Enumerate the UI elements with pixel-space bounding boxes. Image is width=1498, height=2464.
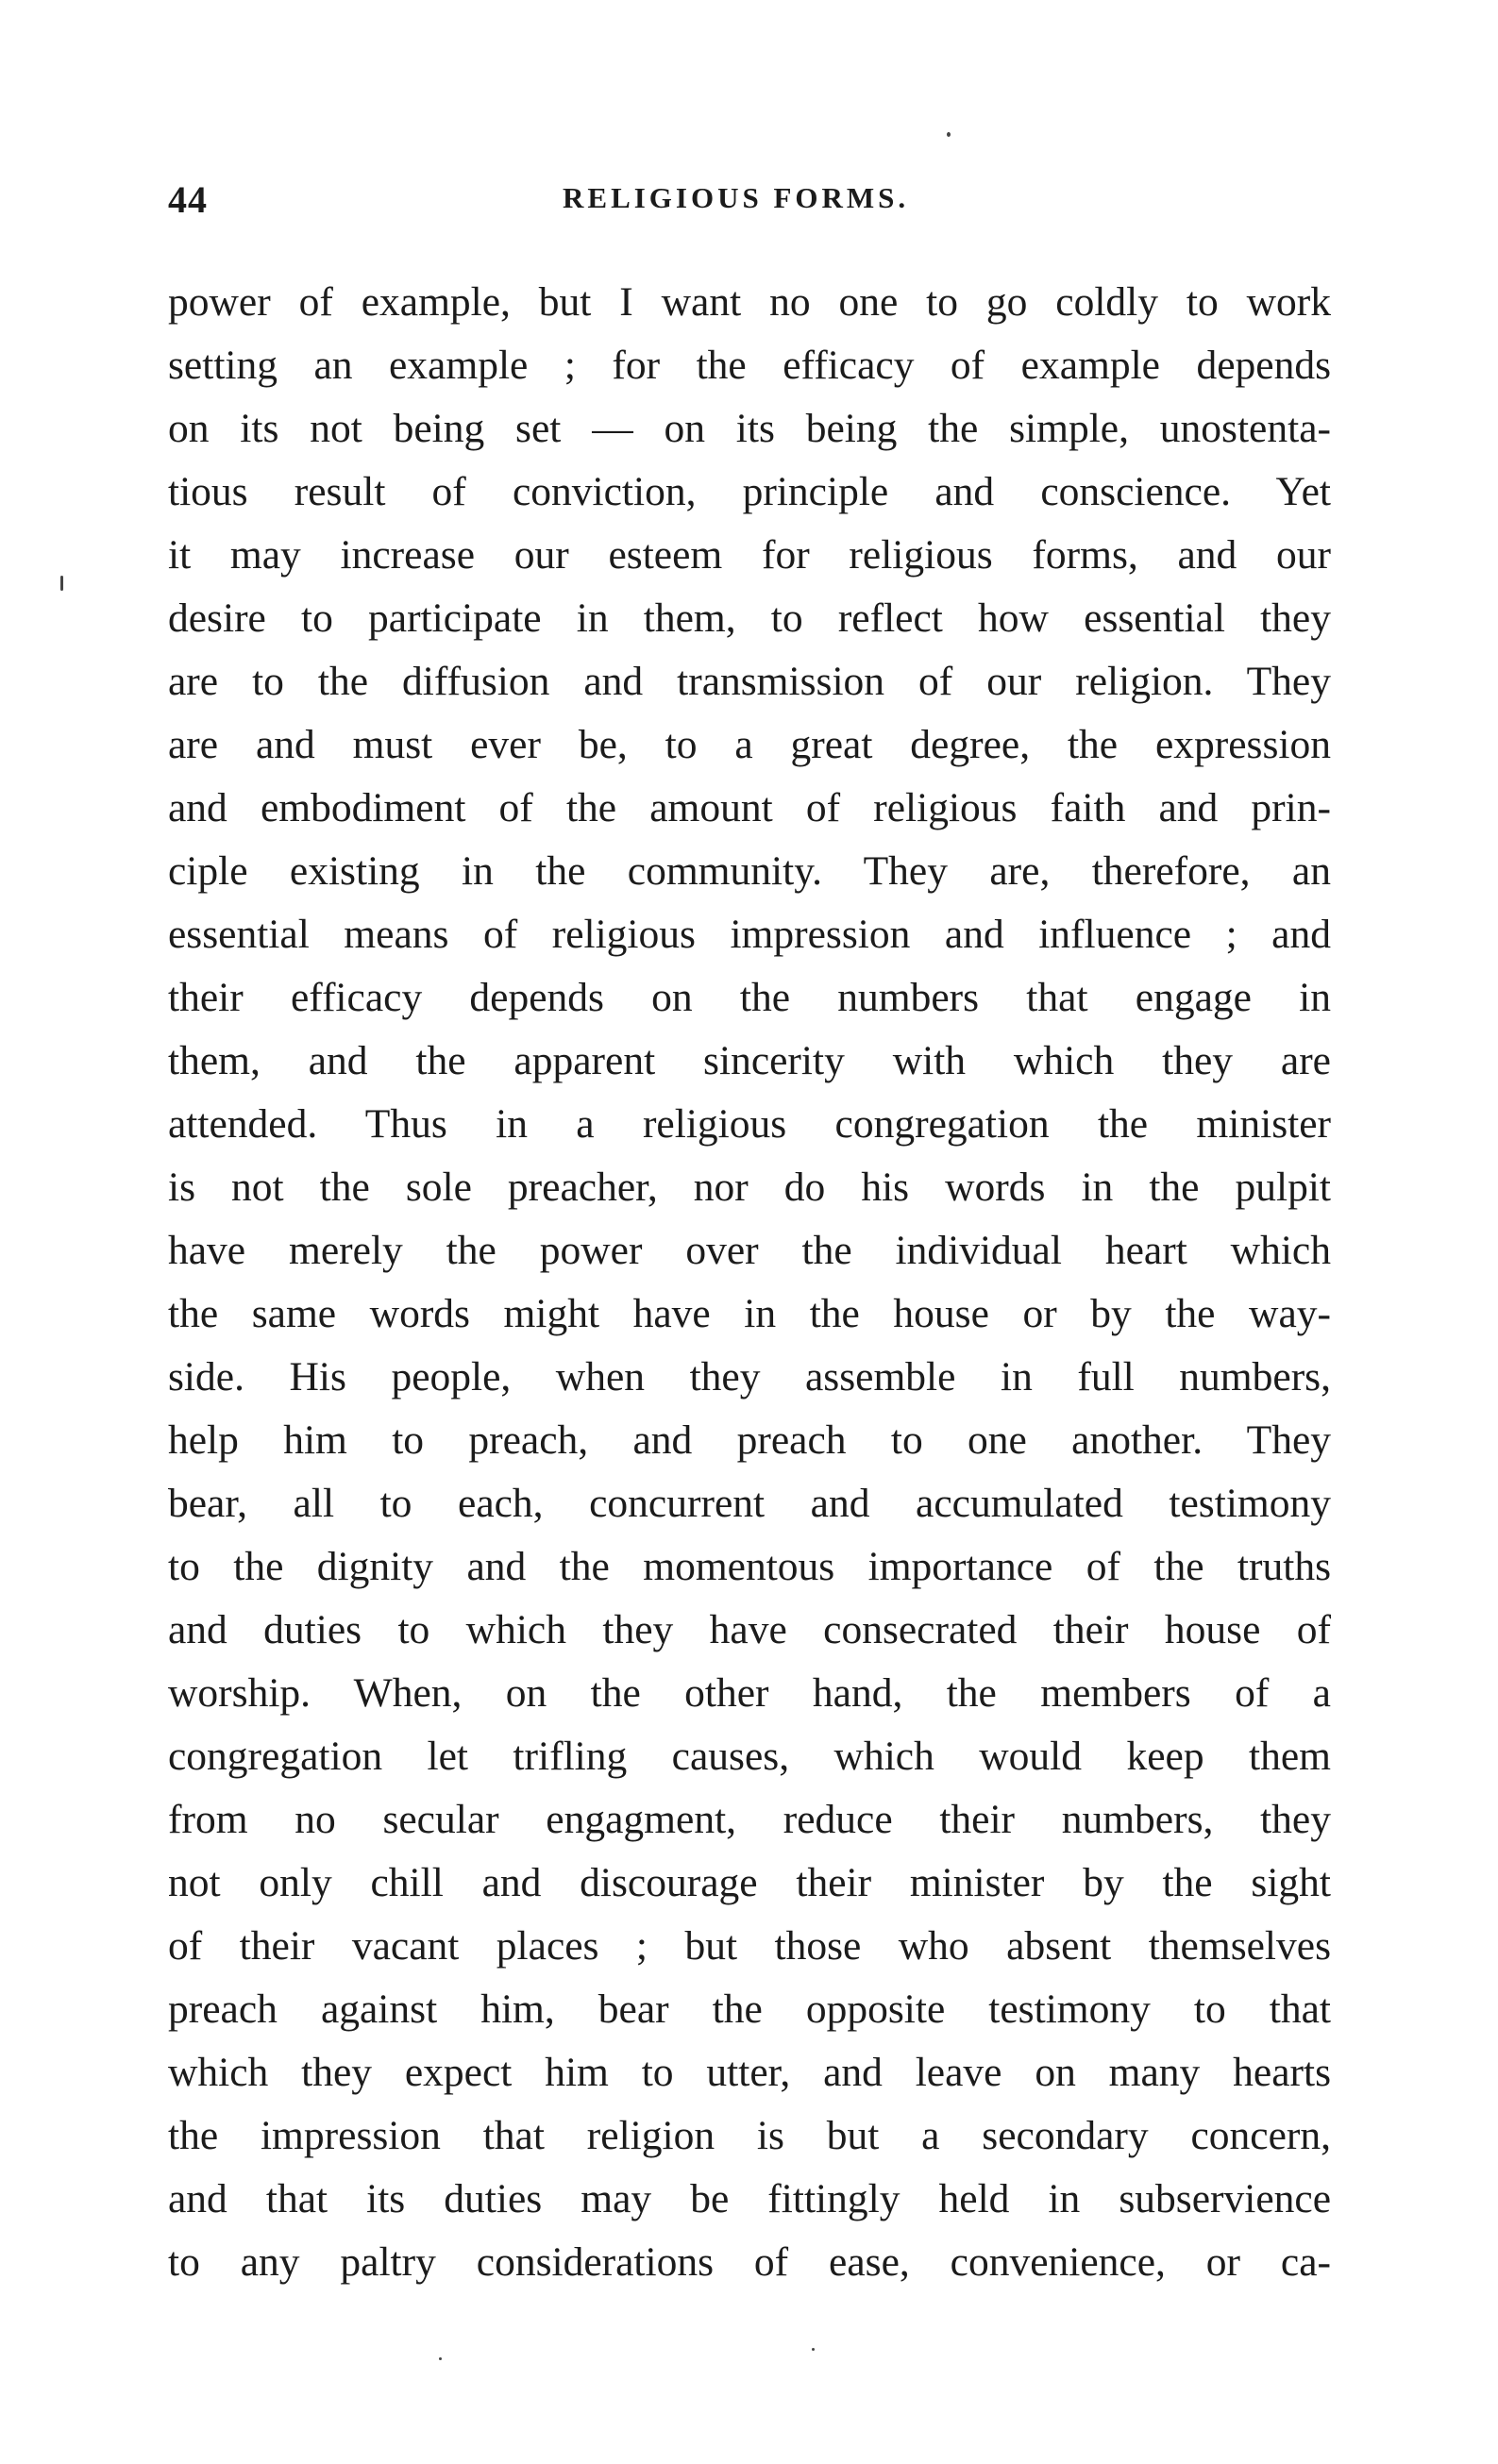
text-line: the impression that religion is but a secondary concern,	[168, 2113, 1331, 2158]
text-line: of their vacant places ; but those who absent themselves	[168, 1923, 1331, 1969]
running-head	[168, 177, 1338, 225]
text-line: and that its duties may be fittingly held in subservience	[168, 2176, 1331, 2221]
text-line: attended. Thus in a religious congregation the minister	[168, 1101, 1331, 1147]
text-line: which they expect him to utter, and leave on many hearts	[168, 2050, 1331, 2095]
text-line: and embodiment of the amount of religious faith and prin-	[168, 785, 1331, 830]
body-text	[168, 271, 1331, 2294]
text-line: essential means of religious impression and influence ; and	[168, 912, 1331, 957]
running-title: RELIGIOUS FORMS.	[563, 181, 910, 214]
text-line: them, and the apparent sincerity with which they are	[168, 1038, 1331, 1083]
text-line: have merely the power over the individual heart which	[168, 1228, 1331, 1273]
text-line: from no secular engagment, reduce their numbers, they	[168, 1797, 1331, 1842]
text-line: bear, all to each, concurrent and accumulated testimony	[168, 1481, 1331, 1526]
text-line: help him to preach, and preach to one another. They	[168, 1417, 1331, 1463]
text-line: the same words might have in the house or by the way-	[168, 1291, 1331, 1336]
text-line: is not the sole preacher, nor do his words in the pulpit	[168, 1165, 1331, 1210]
text-line: are and must ever be, to a great degree, the expression	[168, 722, 1331, 767]
text-line: setting an example ; for the efficacy of example depends	[168, 343, 1331, 388]
scan-speck	[812, 2348, 815, 2351]
scan-speck	[60, 576, 63, 591]
text-line: on its not being set — on its being the simple, unostenta-	[168, 406, 1331, 451]
text-line: it may increase our esteem for religious forms, and our	[168, 532, 1331, 578]
text-line: desire to participate in them, to reflect how essential they	[168, 595, 1331, 641]
text-line: power of example, but I want no one to go coldly to work	[168, 279, 1331, 325]
text-line: and duties to which they have consecrated their house of	[168, 1607, 1331, 1652]
text-line: tious result of conviction, principle and conscience. Yet	[168, 469, 1331, 514]
text-line: to any paltry considerations of ease, convenience, or ca-	[168, 2239, 1331, 2285]
text-line: congregation let trifling causes, which would keep them	[168, 1734, 1331, 1779]
text-line: side. His people, when they assemble in full numbers,	[168, 1354, 1331, 1400]
text-line: to the dignity and the momentous importance of the truths	[168, 1544, 1331, 1589]
page-number: 44	[168, 178, 208, 221]
text-line: preach against him, bear the opposite testimony to that	[168, 1986, 1331, 2032]
text-line: not only chill and discourage their minister by the sight	[168, 1860, 1331, 1905]
text-line: ciple existing in the community. They are, therefore, an	[168, 848, 1331, 894]
text-line: their efficacy depends on the numbers that engage in	[168, 975, 1331, 1020]
text-line: worship. When, on the other hand, the members of a	[168, 1670, 1331, 1716]
text-line: are to the diffusion and transmission of our religion. They	[168, 659, 1331, 704]
scan-speck	[947, 132, 951, 137]
scan-speck	[439, 2357, 442, 2360]
